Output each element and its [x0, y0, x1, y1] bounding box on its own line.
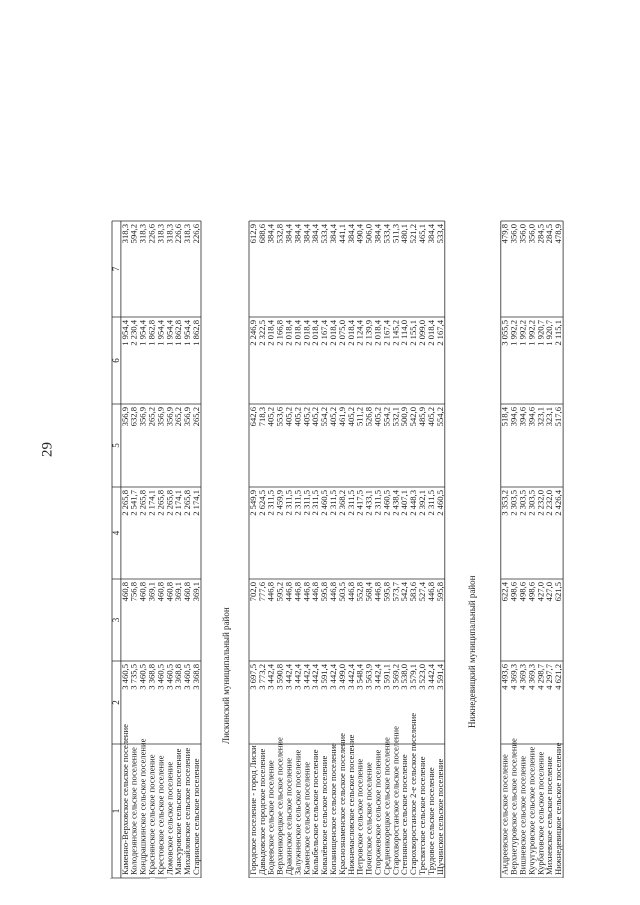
table-value: 2 018,4 [283, 320, 294, 346]
table-value: 2 018,4 [310, 320, 321, 346]
table-value: 595,8 [434, 582, 445, 602]
table-value: 446,8 [292, 582, 303, 602]
settlement-name: Кондрашкинское сельское поселение [137, 738, 148, 875]
table-value: 318,3 [119, 224, 130, 244]
table-value: 533,4 [381, 224, 392, 244]
table-value: 498,6 [517, 582, 528, 602]
table-value: 3 697,5 [247, 664, 258, 690]
table-value: 2 311,5 [328, 490, 338, 516]
table-value: 405,2 [372, 407, 383, 427]
table-value: 369,1 [191, 582, 201, 602]
table-value: 2 167,4 [381, 320, 392, 346]
rotated-table-page [110, 24, 590, 878]
table-value: 318,3 [164, 224, 175, 244]
table-value: 384,4 [283, 224, 294, 244]
table-value: 526,8 [363, 407, 374, 427]
settlement-name: Старохворостанское сельское поселение [390, 726, 401, 875]
settlement-name: Кучугуровское сельское поселение [526, 746, 537, 875]
table-value: 405,2 [301, 407, 312, 427]
table-value: 2 311,5 [345, 490, 356, 516]
table-value: 4 298,7 [535, 664, 546, 690]
table-value: 2 155,1 [408, 320, 419, 346]
table-value: 2 018,4 [292, 320, 303, 346]
table-value: 2 322,5 [256, 320, 267, 346]
table-value: 3 442,4 [372, 664, 383, 690]
table-value: 2 265,8 [137, 490, 148, 516]
table-value: 3 442,4 [301, 664, 312, 690]
table-value: 490,4 [354, 224, 365, 244]
settlement-name: Мансуровское сельское поселение [173, 748, 184, 875]
table-value: 2 265,8 [155, 490, 166, 516]
table-value: 369,1 [146, 582, 157, 602]
table-value: 506,0 [363, 224, 374, 244]
settlement-name: Краснянское сельское поселение [146, 754, 157, 875]
table-value: 405,2 [265, 407, 276, 427]
table-value: 226,6 [173, 224, 184, 244]
table-value: 583,6 [408, 582, 419, 602]
table-value: 284,5 [544, 224, 555, 244]
table-value: 446,8 [425, 582, 436, 602]
settlement-name: Сторожевское сельское поселение [372, 749, 383, 875]
settlement-name: Колодезянское сельское поселение [128, 747, 139, 875]
table-value: 4 369,3 [517, 664, 528, 690]
table-value: 3 442,4 [328, 664, 338, 690]
table-value: 2 460,5 [381, 490, 392, 516]
settlement-name: Залужненское сельское поселение [292, 749, 303, 875]
table-value: 1 954,4 [119, 320, 130, 346]
table-value: 2 407,1 [399, 490, 410, 516]
table-value: 2 311,5 [265, 490, 276, 516]
column-header: 5 [110, 443, 121, 448]
table-value: 460,8 [182, 582, 193, 602]
table-value: 1 992,2 [508, 320, 519, 346]
table-value: 2 075,0 [336, 320, 347, 346]
table-value: 356,0 [526, 224, 537, 244]
table-value: 511,2 [354, 407, 365, 427]
table-value: 2 448,3 [408, 490, 419, 516]
settlement-name: Вишневское сельское поселение [517, 755, 528, 875]
settlement-name: Тресвятское сельское поселение [417, 756, 427, 875]
settlement-name: Каменно-Верховское сельское поселение [119, 724, 130, 875]
table-value: 2 541,7 [128, 490, 139, 516]
settlement-name: Краснознаменское сельское поселение [336, 733, 347, 875]
table-value: 2 246,9 [247, 320, 258, 346]
table-value: 532,8 [274, 224, 285, 244]
table-value: 369,1 [173, 582, 184, 602]
table-value: 2 139,9 [363, 320, 374, 346]
table-value: 461,9 [336, 407, 347, 427]
table-value: 2 311,5 [283, 490, 294, 516]
table-value: 1 862,8 [191, 320, 201, 346]
table-value: 3 460,5 [182, 664, 193, 690]
table-value: 518,4 [499, 407, 510, 427]
table-value: 2 303,5 [508, 490, 519, 516]
table-value: 503,5 [336, 582, 347, 602]
table-value: 3 523,0 [417, 664, 427, 690]
table-value: 384,4 [310, 224, 321, 244]
table-value: 2 311,5 [425, 490, 436, 516]
settlement-name: Каменское сельское поселение [301, 761, 312, 875]
table-value: 3 460,5 [119, 664, 130, 690]
table-value: 226,6 [146, 224, 157, 244]
table-value: 2 265,8 [164, 490, 175, 516]
section-title: Нижнедевицкий муниципальный район [466, 575, 477, 728]
table-value: 3 442,4 [425, 664, 436, 690]
table-value: 446,8 [328, 582, 338, 602]
settlement-name: Городское поселение - город Лиски [247, 745, 258, 875]
table-value: 621,5 [553, 582, 564, 602]
settlement-name: Щучинское сельское поселение [434, 758, 445, 875]
table-value: 702,0 [247, 582, 258, 602]
table-value: 356,9 [164, 407, 175, 427]
settlement-name: Петровское сельское поселение [354, 758, 365, 875]
table-value: 552,8 [354, 582, 365, 602]
table-value: 2 460,5 [319, 490, 330, 516]
table-value: 632,8 [128, 407, 139, 427]
table-value: 2 018,4 [328, 320, 338, 346]
column-header: 2 [110, 700, 121, 705]
table-value: 595,8 [381, 582, 392, 602]
table-value: 2 311,5 [310, 490, 321, 516]
settlement-name: Давыдовское городское поселение [256, 748, 267, 875]
settlement-name: Старохворостанское 2-е сельское поселение [408, 712, 419, 875]
table-value: 356,9 [182, 407, 193, 427]
table-value: 1 954,4 [137, 320, 148, 346]
table-value: 394,6 [508, 407, 519, 427]
section-title: Лискинский муниципальный район [221, 607, 231, 744]
table-value: 2 115,1 [553, 320, 564, 346]
table-value: 554,2 [319, 407, 330, 427]
table-text [111, 223, 563, 875]
table-value: 394,6 [517, 407, 528, 427]
table-value: 460,8 [155, 582, 166, 602]
table-value: 323,1 [535, 407, 546, 427]
table-value: 511,3 [390, 224, 401, 244]
table-value: 3 442,4 [310, 664, 321, 690]
table-value: 2 417,5 [354, 490, 365, 516]
table-value: 3 368,8 [191, 664, 201, 690]
table-value: 532,1 [390, 407, 401, 427]
table-value: 756,8 [128, 582, 139, 602]
table-value: 1 954,4 [182, 320, 193, 346]
table-value: 2 018,4 [425, 320, 436, 346]
table-value: 2 018,4 [301, 320, 312, 346]
table-value: 2 311,5 [292, 490, 303, 516]
table-value: 323,1 [544, 407, 555, 427]
table-value: 554,2 [381, 407, 392, 427]
table-value: 2 426,4 [553, 490, 564, 516]
table-value: 384,4 [301, 224, 312, 244]
settlement-name: Копанищенское сельское поселение [328, 743, 338, 875]
table-value: 405,2 [283, 407, 294, 427]
table-value: 498,6 [508, 582, 519, 602]
table-value: 394,6 [526, 407, 537, 427]
table-value: 1 920,7 [535, 320, 546, 346]
table-value: 2 265,8 [182, 490, 193, 516]
table-value: 2 174,1 [173, 490, 184, 516]
table-value: 2 124,4 [354, 320, 365, 346]
table-value: 2 145,2 [390, 320, 401, 346]
table-value: 595,8 [319, 582, 330, 602]
table-value: 2 368,2 [336, 490, 347, 516]
settlement-name: Курбатовское сельское поселение [535, 751, 546, 875]
table-value: 2 549,9 [247, 490, 258, 516]
table-value: 3 590,8 [274, 664, 285, 690]
table-value: 405,2 [345, 407, 356, 427]
table-value: 265,2 [191, 407, 201, 427]
table-value: 384,4 [328, 224, 338, 244]
table-value: 3 735,5 [128, 664, 139, 690]
settlement-name: Нижнемасловское сельское поселение [345, 734, 356, 875]
table-value: 3 442,4 [283, 664, 294, 690]
table-value: 2 438,4 [390, 490, 401, 516]
table-value: 2 311,5 [301, 490, 312, 516]
settlement-name: Среднеикорецкое сельское поселение [381, 737, 392, 875]
table-value: 3 591,4 [319, 664, 330, 690]
table-value: 3 548,4 [354, 664, 365, 690]
table-value: 3 460,5 [137, 664, 148, 690]
table-value: 3 591,1 [381, 664, 392, 690]
table-value: 533,4 [434, 224, 445, 244]
settlement-name: Михайловское сельское поселение [182, 747, 193, 875]
table-value: 318,3 [137, 224, 148, 244]
settlement-name: Трудовое сельское поселение [425, 767, 436, 875]
table-value: 573,7 [390, 582, 401, 602]
table-value: 3 460,5 [155, 664, 166, 690]
table-value: 3 773,2 [256, 664, 267, 690]
table-value: 480,1 [399, 224, 410, 244]
table-value: 2 174,1 [191, 490, 201, 516]
table-value: 2 174,1 [146, 490, 157, 516]
page-number: 29 [39, 442, 56, 457]
table-value: 594,2 [128, 224, 139, 244]
table-value: 595,2 [274, 582, 285, 602]
settlement-name: Старинское сельское поселение [191, 758, 201, 875]
table-value: 718,3 [256, 407, 267, 427]
table-value: 446,8 [310, 582, 321, 602]
table-value: 356,9 [155, 407, 166, 427]
table-value: 2 311,5 [372, 490, 383, 516]
table-value: 542,4 [399, 582, 410, 602]
table-value: 568,4 [363, 582, 374, 602]
table-value: 4 369,3 [526, 664, 537, 690]
table-value: 521,2 [408, 224, 419, 244]
table-value: 642,6 [247, 407, 258, 427]
column-header: 3 [110, 617, 121, 623]
table-value: 460,8 [119, 582, 130, 602]
table-value: 318,3 [182, 224, 193, 244]
table-value: 2 303,5 [526, 490, 537, 516]
table-value: 2 018,4 [345, 320, 356, 346]
settlement-name: Верхнетуровское сельское поселение [508, 738, 519, 875]
table-value: 2 232,0 [544, 490, 555, 516]
table-value: 3 569,2 [390, 664, 401, 690]
table-value: 3 460,5 [164, 664, 175, 690]
table-value: 2 230,4 [128, 320, 139, 346]
table-value: 3 368,8 [173, 664, 184, 690]
table-value: 405,2 [425, 407, 436, 427]
table-value: 226,6 [191, 224, 201, 244]
table-value: 4 493,6 [499, 664, 510, 690]
table-value: 2 392,1 [417, 490, 427, 516]
table-value: 441,1 [336, 224, 347, 244]
table-value: 554,2 [434, 407, 445, 427]
table-value: 405,2 [292, 407, 303, 427]
table-value: 384,4 [265, 224, 276, 244]
settlement-name: Крестовское сельское поселение [155, 755, 166, 875]
table-value: 2 265,8 [119, 490, 130, 516]
table-value: 3 538,0 [399, 664, 410, 690]
table-value: 356,0 [517, 224, 528, 244]
table-value: 485,9 [417, 407, 427, 427]
table-value: 622,4 [499, 582, 510, 602]
table-value: 2 232,0 [535, 490, 546, 516]
table-value: 3 442,4 [345, 664, 356, 690]
table-value: 2 114,0 [399, 320, 410, 346]
budget-table [110, 24, 590, 878]
table-value: 3 563,9 [363, 664, 374, 690]
table-value: 3 442,4 [292, 664, 303, 690]
table-value: 3 353,2 [499, 490, 510, 516]
settlement-name: Дракинское сельское поселение [283, 757, 294, 875]
table-value: 405,2 [328, 407, 338, 427]
table-value: 2 018,4 [265, 320, 276, 346]
table-value: 4 297,7 [544, 664, 555, 690]
settlement-name: Ломовское сельское поселение [164, 761, 175, 875]
table-value: 1 920,7 [544, 320, 555, 346]
settlement-name: Михневское сельское поселение [544, 756, 555, 875]
table-value: 460,8 [137, 582, 148, 602]
table-value: 3 055,5 [499, 320, 510, 346]
table-value: 4 369,3 [508, 664, 519, 690]
table-value: 446,8 [283, 582, 294, 602]
table-value: 688,6 [256, 224, 267, 244]
table-value: 446,8 [301, 582, 312, 602]
table-value: 446,8 [345, 582, 356, 602]
table-value: 446,8 [372, 582, 383, 602]
table-value: 3 579,1 [408, 664, 419, 690]
table-value: 2 433,1 [363, 490, 374, 516]
settlement-name: Степнянское сельское поселение [399, 754, 410, 875]
table-value: 384,4 [372, 224, 383, 244]
settlement-name: Колыбельское сельское поселение [310, 749, 321, 875]
table-value: 384,4 [425, 224, 436, 244]
table-value: 2 460,5 [434, 490, 445, 516]
table-value: 446,8 [265, 582, 276, 602]
settlement-name: Ковалёвское сельское поселение [319, 755, 330, 875]
table-value: 478,9 [553, 224, 564, 244]
table-value: 265,2 [173, 407, 184, 427]
table-value: 3 442,4 [265, 664, 276, 690]
table-value: 3 591,4 [434, 664, 445, 690]
table-value: 427,0 [544, 582, 555, 602]
scan-artifact-line [155, 878, 167, 879]
table-value: 1 862,8 [173, 320, 184, 346]
table-value: 356,9 [119, 407, 130, 427]
settlement-name: Верхнеикорецкое сельское поселение [274, 737, 285, 875]
table-value: 479,8 [499, 224, 510, 244]
column-header: 6 [110, 358, 121, 363]
table-value: 3 368,8 [146, 664, 157, 690]
table-value: 612,9 [247, 224, 258, 244]
table-value: 2 166,8 [274, 320, 285, 346]
table-value: 4 621,2 [553, 664, 564, 690]
table-value: 465,1 [417, 224, 427, 244]
table-value: 517,6 [553, 407, 564, 427]
table-value: 527,4 [417, 582, 427, 602]
table-value: 356,0 [508, 224, 519, 244]
table-value: 427,0 [535, 582, 546, 602]
table-value: 284,5 [535, 224, 546, 244]
table-value: 2 303,5 [517, 490, 528, 516]
table-value: 2 018,4 [372, 320, 383, 346]
table-value: 384,4 [292, 224, 303, 244]
table-value: 533,4 [319, 224, 330, 244]
table-value: 265,2 [146, 407, 157, 427]
table-value: 553,6 [274, 407, 285, 427]
table-value: 1 954,4 [155, 320, 166, 346]
table-value: 2 099,0 [417, 320, 427, 346]
table-value: 2 624,5 [256, 490, 267, 516]
column-header: 4 [110, 530, 121, 536]
table-value: 498,6 [526, 582, 537, 602]
column-header: 1 [110, 808, 121, 814]
table-value: 2 167,4 [319, 320, 330, 346]
scan-artifact-line [110, 878, 150, 879]
table-value: 1 862,8 [146, 320, 157, 346]
table-value: 1 992,2 [526, 320, 537, 346]
table-value: 384,4 [345, 224, 356, 244]
settlement-name: Почепское сельское поселение [363, 762, 374, 875]
table-value: 2 459,9 [274, 490, 285, 516]
table-value: 500,9 [399, 407, 410, 427]
table-value: 2 167,4 [434, 320, 445, 346]
column-header: 7 [110, 266, 121, 272]
table-value: 1 992,2 [517, 320, 528, 346]
table-value: 405,2 [310, 407, 321, 427]
table-value: 542,0 [408, 407, 419, 427]
table-value: 1 954,4 [164, 320, 175, 346]
settlement-name: Нижнедевицкое сельское поселение [553, 742, 564, 875]
table-value: 460,8 [164, 582, 175, 602]
settlement-name: Андреевское сельское поселение [499, 754, 510, 875]
settlement-name: Бодеевское сельское поселение [265, 760, 276, 875]
table-value: 356,9 [137, 407, 148, 427]
table-value: 3 499,0 [336, 664, 347, 690]
table-value: 318,3 [155, 224, 166, 244]
table-value: 777,6 [256, 582, 267, 602]
